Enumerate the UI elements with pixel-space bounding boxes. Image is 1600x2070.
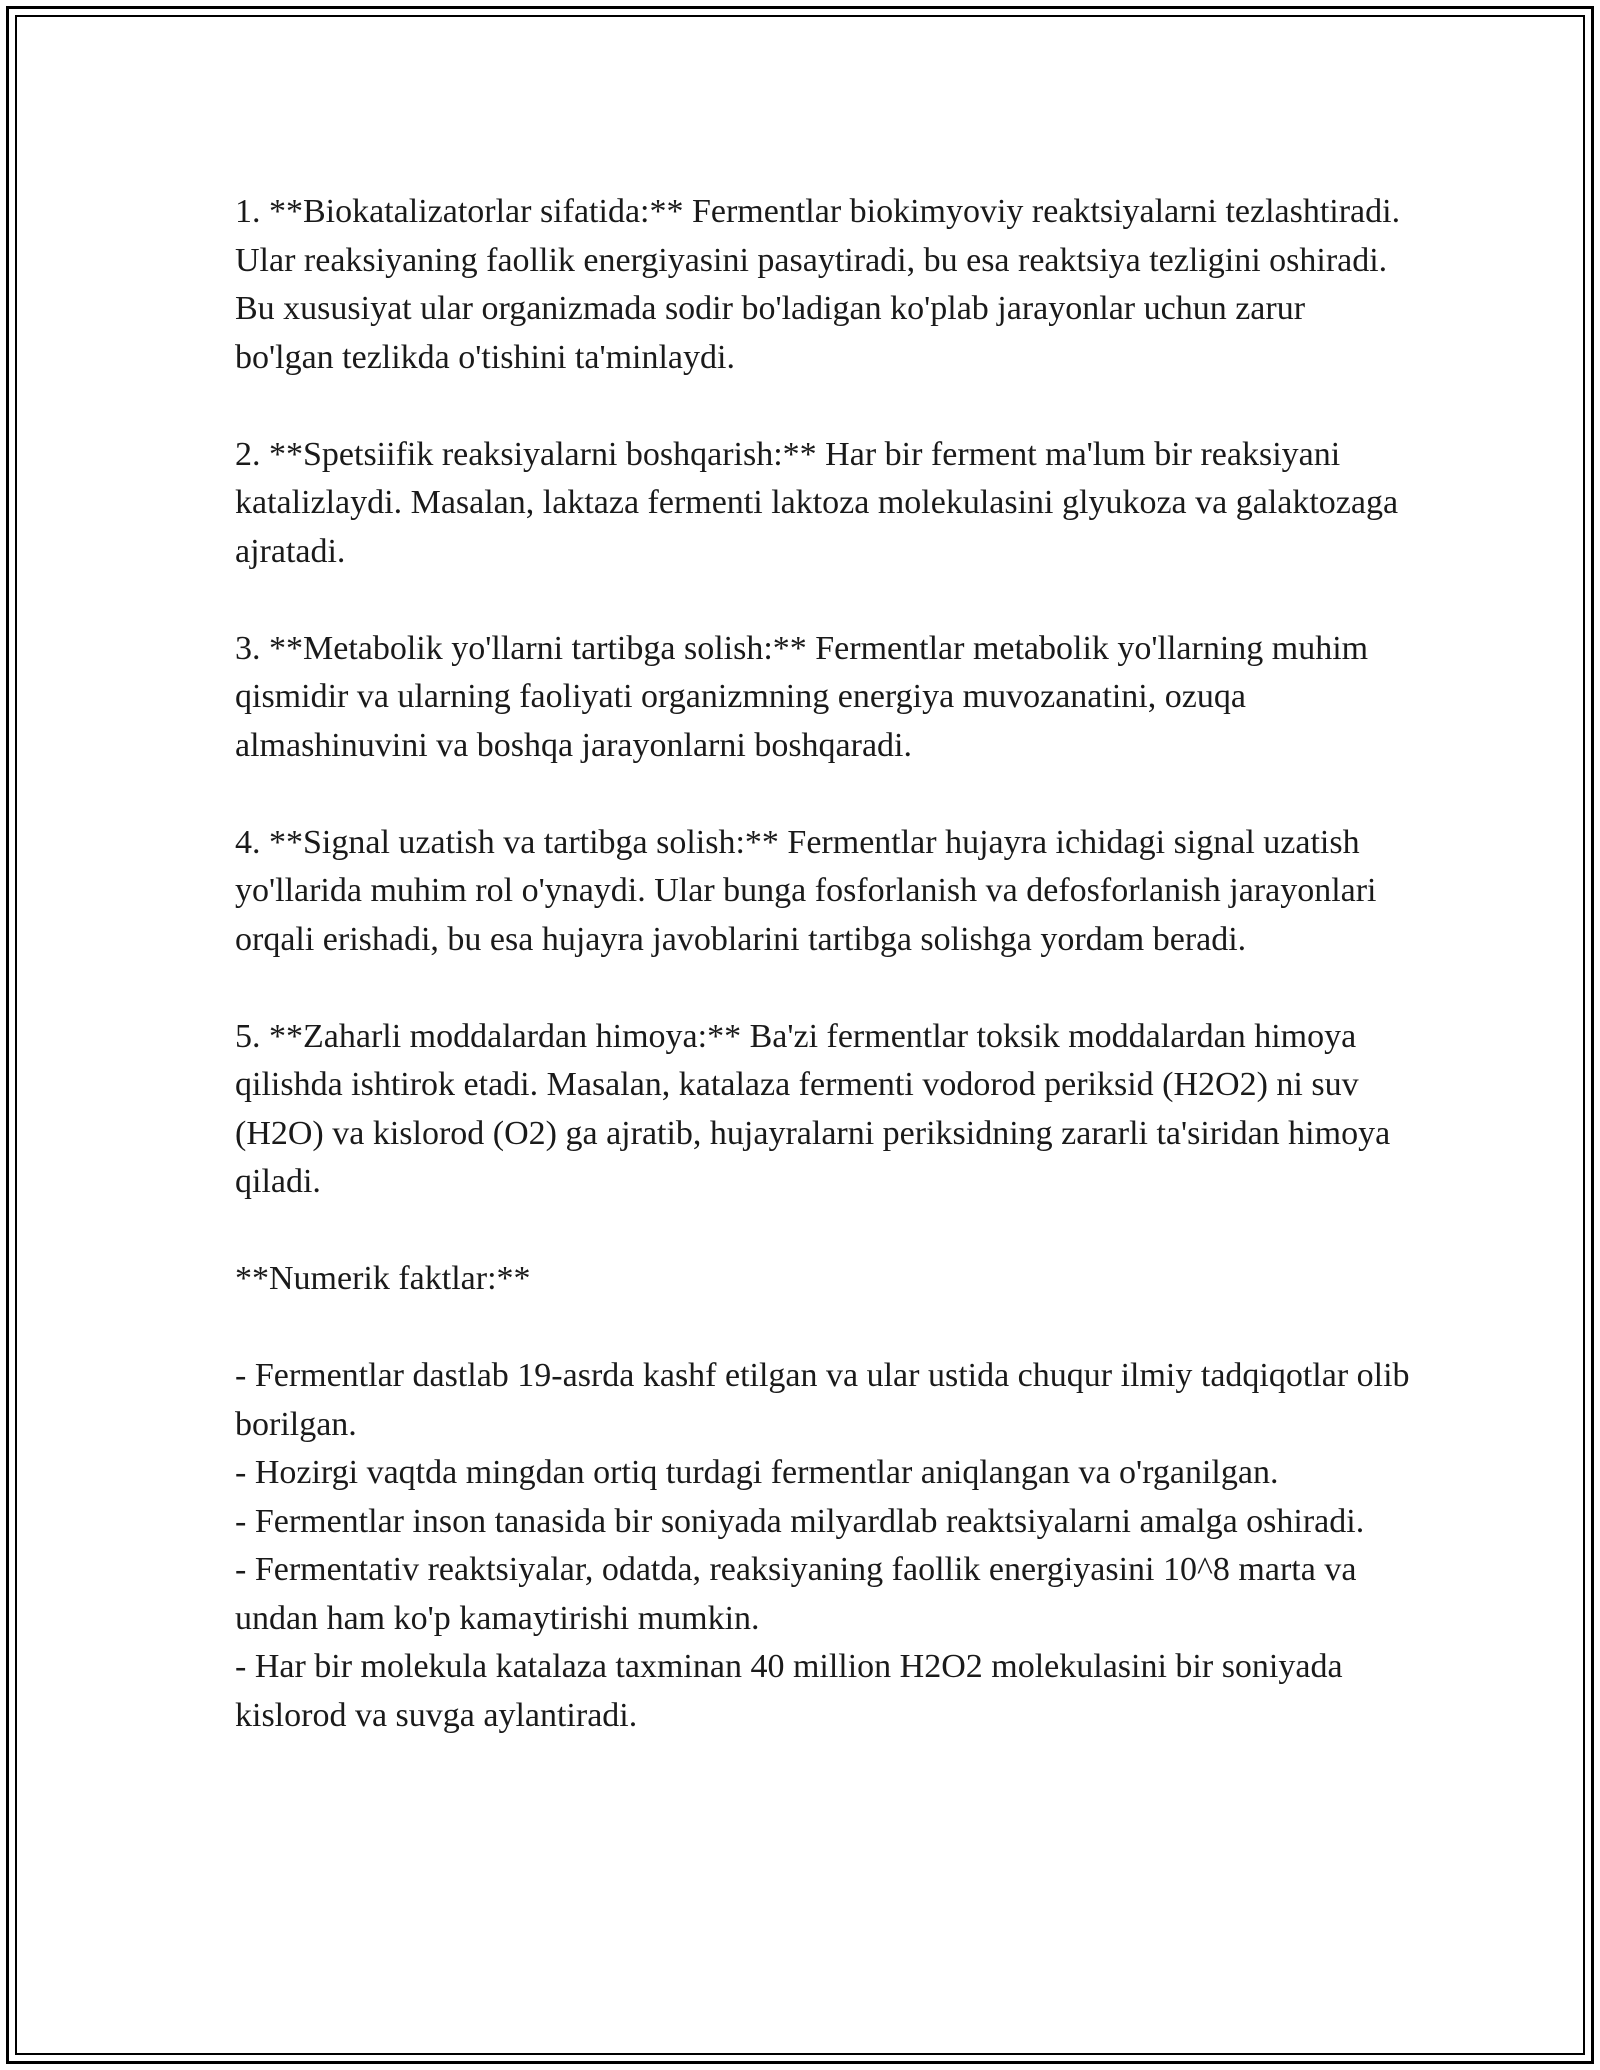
facts-heading: **Numerik faktlar:** xyxy=(235,1260,531,1297)
paragraph-specific-reactions: 2. **Spetsiifik reaksiyalarni boshqarish:** Har bir ferment ma'lum bir reaksiyani katalizlaydi. Masalan, laktaza fermenti laktoza molekulasini glyukoza va galaktozaga ajratadi. xyxy=(235,435,1399,570)
paragraph-toxin-protection: 5. **Zaharli moddalardan himoya:** Ba'zi fermentlar toksik moddalardan himoya qilishda ishtirok etadi. Masalan, katalaza fermenti vodorod periksid (H2O2) ni suv (H2O) va kislorod (O2) ga ajratib, hujayralarni periksidning zararli ta'siridan himoya qiladi. xyxy=(235,1017,1391,1200)
fact-item: - Fermentlar dastlab 19-asrda kashf etilgan va ular ustida chuqur ilmiy tadqiqotlar olib borilgan. xyxy=(235,1357,1410,1443)
fact-item: - Fermentlar inson tanasida bir soniyada milyardlab reaktsiyalarni amalga oshiradi. xyxy=(235,1502,1365,1540)
fact-item: - Hozirgi vaqtda mingdan ortiq turdagi fermentlar aniqlangan va o'rganilgan. xyxy=(235,1454,1279,1491)
paragraph-signal-transduction: 4. **Signal uzatish va tartibga solish:** Fermentlar hujayra ichidagi signal uzatish yo'llarida muhim rol o'ynaydi. Ular bunga fosforlanish va defosforlanish jarayonlari orqali erishadi, bu esa hujayra javoblarini tartibga solishga yordam beradi. xyxy=(235,823,1377,958)
document-body xyxy=(235,188,1410,1740)
paragraph-metabolic-pathways: 3. **Metabolik yo'llarni tartibga solish:** Fermentlar metabolik yo'llarning muhim qismidir va ularning faoliyati organizmning energiya muvozanatini, ozuqa almashinuvini va boshqa jarayonlarni boshqaradi. xyxy=(235,629,1369,764)
fact-item: - Har bir molekula katalaza taxminan 40 million H2O2 molekulasini bir soniyada kislorod va suvga aylantiradi. xyxy=(235,1648,1343,1734)
facts-list xyxy=(235,1352,1410,1740)
fact-item: - Fermentativ reaktsiyalar, odatda, reaksiyaning faollik energiyasini 10^8 marta va undan ham ko'p kamaytirishi mumkin. xyxy=(235,1551,1357,1637)
paragraph-biocatalysts: 1. **Biokatalizatorlar sifatida:** Fermentlar biokimyoviy reaktsiyalarni tezlashtiradi. Ular reaksiyaning faollik energiyasini pasaytiradi, bu esa reaktsiya tezligini oshiradi. Bu xususiyat ular organizmada sodir bo'ladigan ko'plab jarayonlar uchun zarur bo'lgan tezlikda o'tishini ta'minlaydi. xyxy=(235,193,1401,376)
